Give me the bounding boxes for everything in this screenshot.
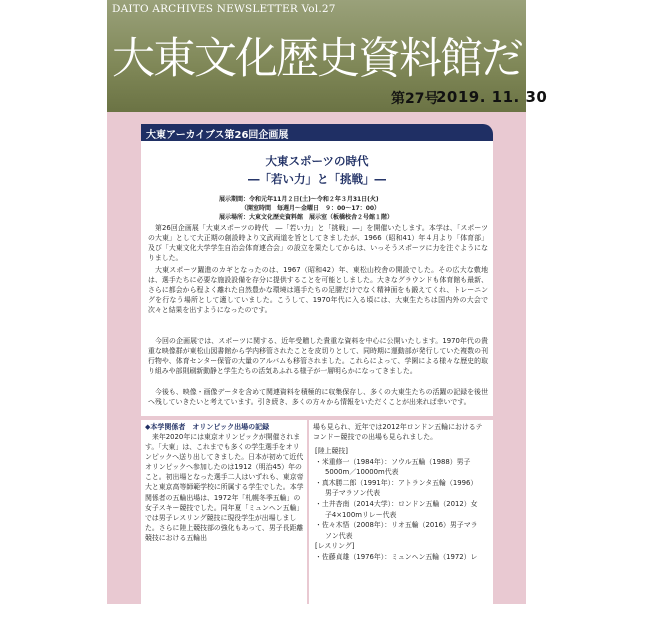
feature-article <box>141 141 493 416</box>
feature-paragraph: 今回の企画展では、スポーツに関する、近年受贈した貴重な資料を中心に公開いたします。1970年代の貴重な映像群が東松山図書館から学内移管されたことを皮切りとして、同時期に運動部が発行していた複数の刊行物や、体育センター保管の大量のアルバムも移管されました。これらによって、学園による様々な歴史的取り組みや部則刷新動静と学生たちの活気あふれる様子が一層明らかになってきました。 <box>148 337 488 376</box>
olympic-column-right <box>309 420 493 604</box>
athlete-line: ・佐藤貞雄（1976年）：ミュンヘン五輪（1972）レ <box>315 553 478 561</box>
athlete-line: ・米重修一（1984年）：ソウル五輪（1988）男子 <box>315 457 471 466</box>
column-intro: 場も見られ、近年では2012年ロンドン五輪におけるテコンドー競技での出場も見られました。 <box>313 423 483 442</box>
olympic-column-left <box>141 420 307 604</box>
athlete-line: ・真木勝二郎（1991年）：アトランタ五輪（1996） <box>315 478 478 487</box>
opening-hours: （開室時間 毎週月～金曜日 ９：00～17：00） <box>241 205 381 212</box>
column-title: ◆本学関係者 オリンピック出場の記録 <box>145 423 270 431</box>
athlete-line: ・佐々木悟（2008年）：リオ五輪（2016）男子マラ <box>315 521 478 530</box>
feature-paragraph: 今後も、映像・画像データを含めて関連資料を積極的に収集保存し、多くの大東生たちの活躍の記録を後世へ残していきたいと考えています。引き続き、多くの方々から情報をいただくことが出来れば幸いです。 <box>148 388 488 407</box>
feature-title: 大東スポーツの時代 <box>265 154 369 168</box>
athlete-line: 5000m／10000m代表 <box>325 468 399 477</box>
newsletter-title: 大東文化歴史資料館だより <box>112 34 604 84</box>
section-bar <box>141 124 493 141</box>
column-text: 来年2020年には東京オリンピックが開催されます。「大東」は、これまでも多くの学生選手をオリンピックへ送り出してきました。日本が初めて近代オリンピックへ参加したのは1912（明治45）年のこと。初出場となった選手二人はいずれも、東京帝大と東京高等師範学校に所属する学生でした。本学関係者の五輪出場は、1972年「札幌冬季五輪」の女子スキー競技でした。同年夏「ミュンヘン五輪」では男子レスリング競技に現役学生が出場しました。さらに陸上競技部の強化もあって、男子長距離競技における五輪出 <box>145 433 304 542</box>
athlete-line: 子4×100mリレー代表 <box>325 510 397 519</box>
exhibition-venue: 展示場所：大東文化歴史資料館 展示室（板橋校舎２号館１階） <box>219 214 394 221</box>
exhibition-period: 展示期間：令和元年11月２日(土)～令和２年３月31日(火) <box>219 196 379 203</box>
athlete-line: [陸上競技] <box>315 447 348 455</box>
issue-date: 2019. 11. 30 <box>436 88 548 106</box>
newsletter-english-name: DAITO ARCHIVES NEWSLETTER Vol.27 <box>112 3 336 15</box>
issue-number: 第27号 <box>391 91 439 107</box>
athlete-line: 男子マラソン代表 <box>325 489 381 498</box>
feature-paragraph: 大東スポーツ躍進のカギとなったのは、1967（昭和42）年、東松山校舎の開設でした。その広大な敷地は、選手たちに必要な施設設備を存分に提供することを可能としました。大きなグラウンドも体育館も最新、さらに都会から程よく離れた自然豊かな環境は選手たちの足腰だけでなく精神面をも鍛えてくれ、トレーニングを行なう場所として適していました。こうして、1970年代に入る頃には、大東生たちは国内外の大会で次々と結果を出すようになったのです。 <box>148 266 488 315</box>
athlete-line: ・土井杏南（2014大学）：ロンドン五輪（2012）女 <box>315 500 478 508</box>
feature-subtitle: ―「若い力」と「挑戦」― <box>248 172 386 186</box>
athlete-line: ソン代表 <box>325 531 353 540</box>
athlete-line: [レスリング] <box>315 542 355 551</box>
section-label: 大東アーカイブス第26回企画展 <box>146 130 289 141</box>
feature-paragraph: 第26回企画展「大東スポーツの時代 ―「若い力」と「挑戦」―」を開催いたします。本学は、「スポーツの大東」として大正期の創設時より文武両道を旨としてきましたが、1966（昭和41）年４月より「体育部」及び「大東文化大学学生自治会体育連合会」の設立を果たしてからは、いっそうスポーツに力を注ぐようになりました。 <box>148 224 488 263</box>
